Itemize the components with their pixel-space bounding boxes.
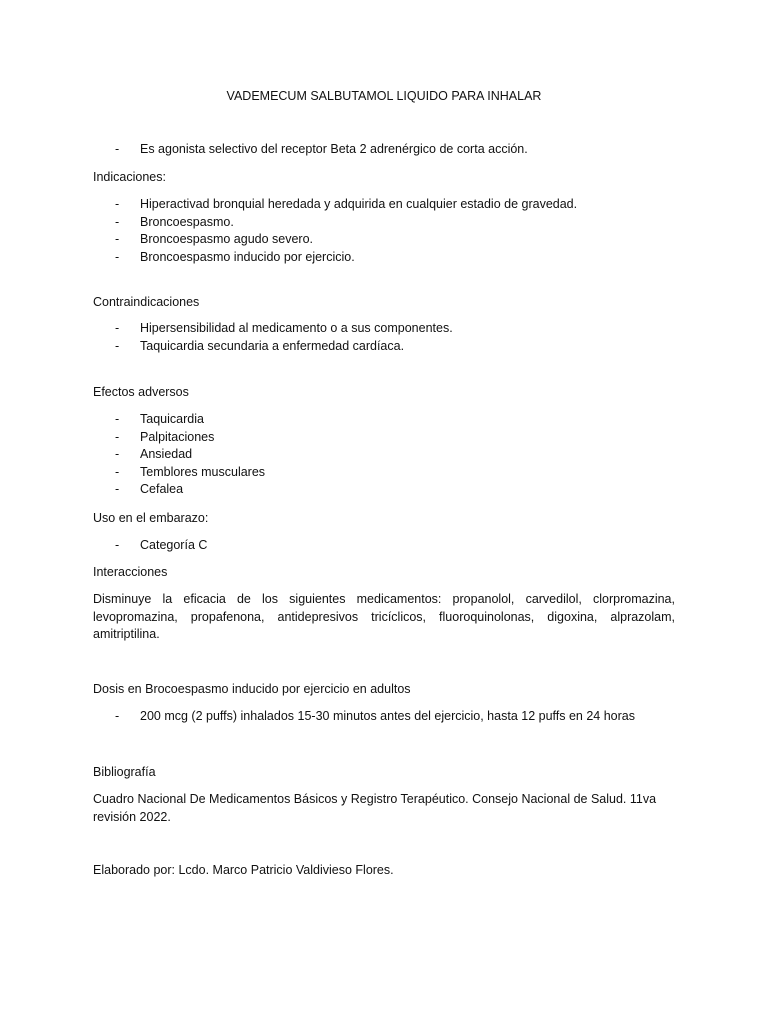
bullet-dash: - [115, 214, 120, 229]
bullet-dash: - [115, 709, 120, 723]
intro-section [93, 141, 675, 159]
list-item: - Taquicardia [93, 411, 675, 429]
bibliografia-heading: Bibliografía [93, 765, 156, 779]
efectos-list [93, 411, 675, 499]
embarazo-heading: Uso en el embarazo: [93, 511, 209, 525]
efectos-heading: Efectos adversos [93, 385, 189, 399]
bibliografia-paragraph: Cuadro Nacional De Medicamentos Básicos y Registro Terapéutico. Consejo Nacional de Salud. 11va revisión 2022. [93, 792, 657, 824]
list-item: - Cefalea [93, 481, 675, 499]
list-item: - Taquicardia secundaria a enfermedad cardíaca. [93, 338, 675, 356]
list-item: - Broncoespasmo inducido por ejercicio. [93, 249, 675, 267]
efectos-section [93, 411, 675, 499]
list-item: - Broncoespasmo agudo severo. [93, 231, 675, 249]
contraindicaciones-section [93, 320, 675, 355]
bullet-dash: - [115, 482, 120, 496]
bullet-dash: - [115, 338, 120, 353]
bullet-dash: - [115, 197, 120, 211]
indicaciones-heading: Indicaciones: [93, 170, 166, 184]
list-item: - 200 mcg (2 puffs) inhalados 15-30 minutos antes del ejercicio, hasta 12 puffs en 24 horas [93, 708, 675, 726]
bullet-dash: - [115, 412, 120, 426]
interacciones-heading: Interacciones [93, 565, 168, 579]
bullet-dash: - [115, 447, 120, 461]
bullet-dash: - [115, 232, 120, 246]
list-item: - Ansiedad [93, 446, 675, 464]
bullet-dash: - [115, 429, 120, 444]
bibliografia-section [93, 791, 675, 826]
list-item: - Palpitaciones [93, 429, 675, 447]
bullet-dash: - [115, 464, 120, 479]
embarazo-list [93, 537, 675, 555]
dosis-list [93, 708, 675, 726]
list-item: - Temblores musculares [93, 464, 675, 482]
interacciones-section [93, 591, 675, 644]
dosis-section [93, 708, 675, 726]
list-item: - Hipersensibilidad al medicamento o a sus componentes. [93, 320, 675, 338]
contraindicaciones-list [93, 320, 675, 355]
list-item: - Categoría C [93, 537, 675, 555]
elaborado-por: Elaborado por: Lcdo. Marco Patricio Valdivieso Flores. [93, 863, 394, 877]
bullet-dash: - [115, 142, 120, 156]
bullet-dash: - [115, 249, 120, 264]
embarazo-section [93, 537, 675, 555]
list-item: - Hiperactivad bronquial heredada y adquirida en cualquier estadio de gravedad. [93, 196, 675, 214]
intro-list [93, 141, 675, 159]
bullet-dash: - [115, 538, 120, 552]
list-item: - Es agonista selectivo del receptor Beta 2 adrenérgico de corta acción. [93, 141, 675, 159]
interacciones-paragraph: Disminuye la eficacia de los siguientes medicamentos: propanolol, carvedilol, clorpromazina, levopromazina, propafenona, antidepresivos tricíclicos, fluoroquinolonas, digoxina, alprazolam, amitriptilina. [93, 592, 675, 641]
contraindicaciones-heading: Contraindicaciones [93, 295, 200, 309]
indicaciones-list [93, 196, 675, 266]
list-item: - Broncoespasmo. [93, 214, 675, 232]
document-title: VADEMECUM SALBUTAMOL LIQUIDO PARA INHALAR [226, 89, 542, 103]
indicaciones-section [93, 196, 675, 266]
dosis-heading: Dosis en Brocoespasmo inducido por ejercicio en adultos [93, 682, 411, 696]
bullet-dash: - [115, 321, 120, 335]
